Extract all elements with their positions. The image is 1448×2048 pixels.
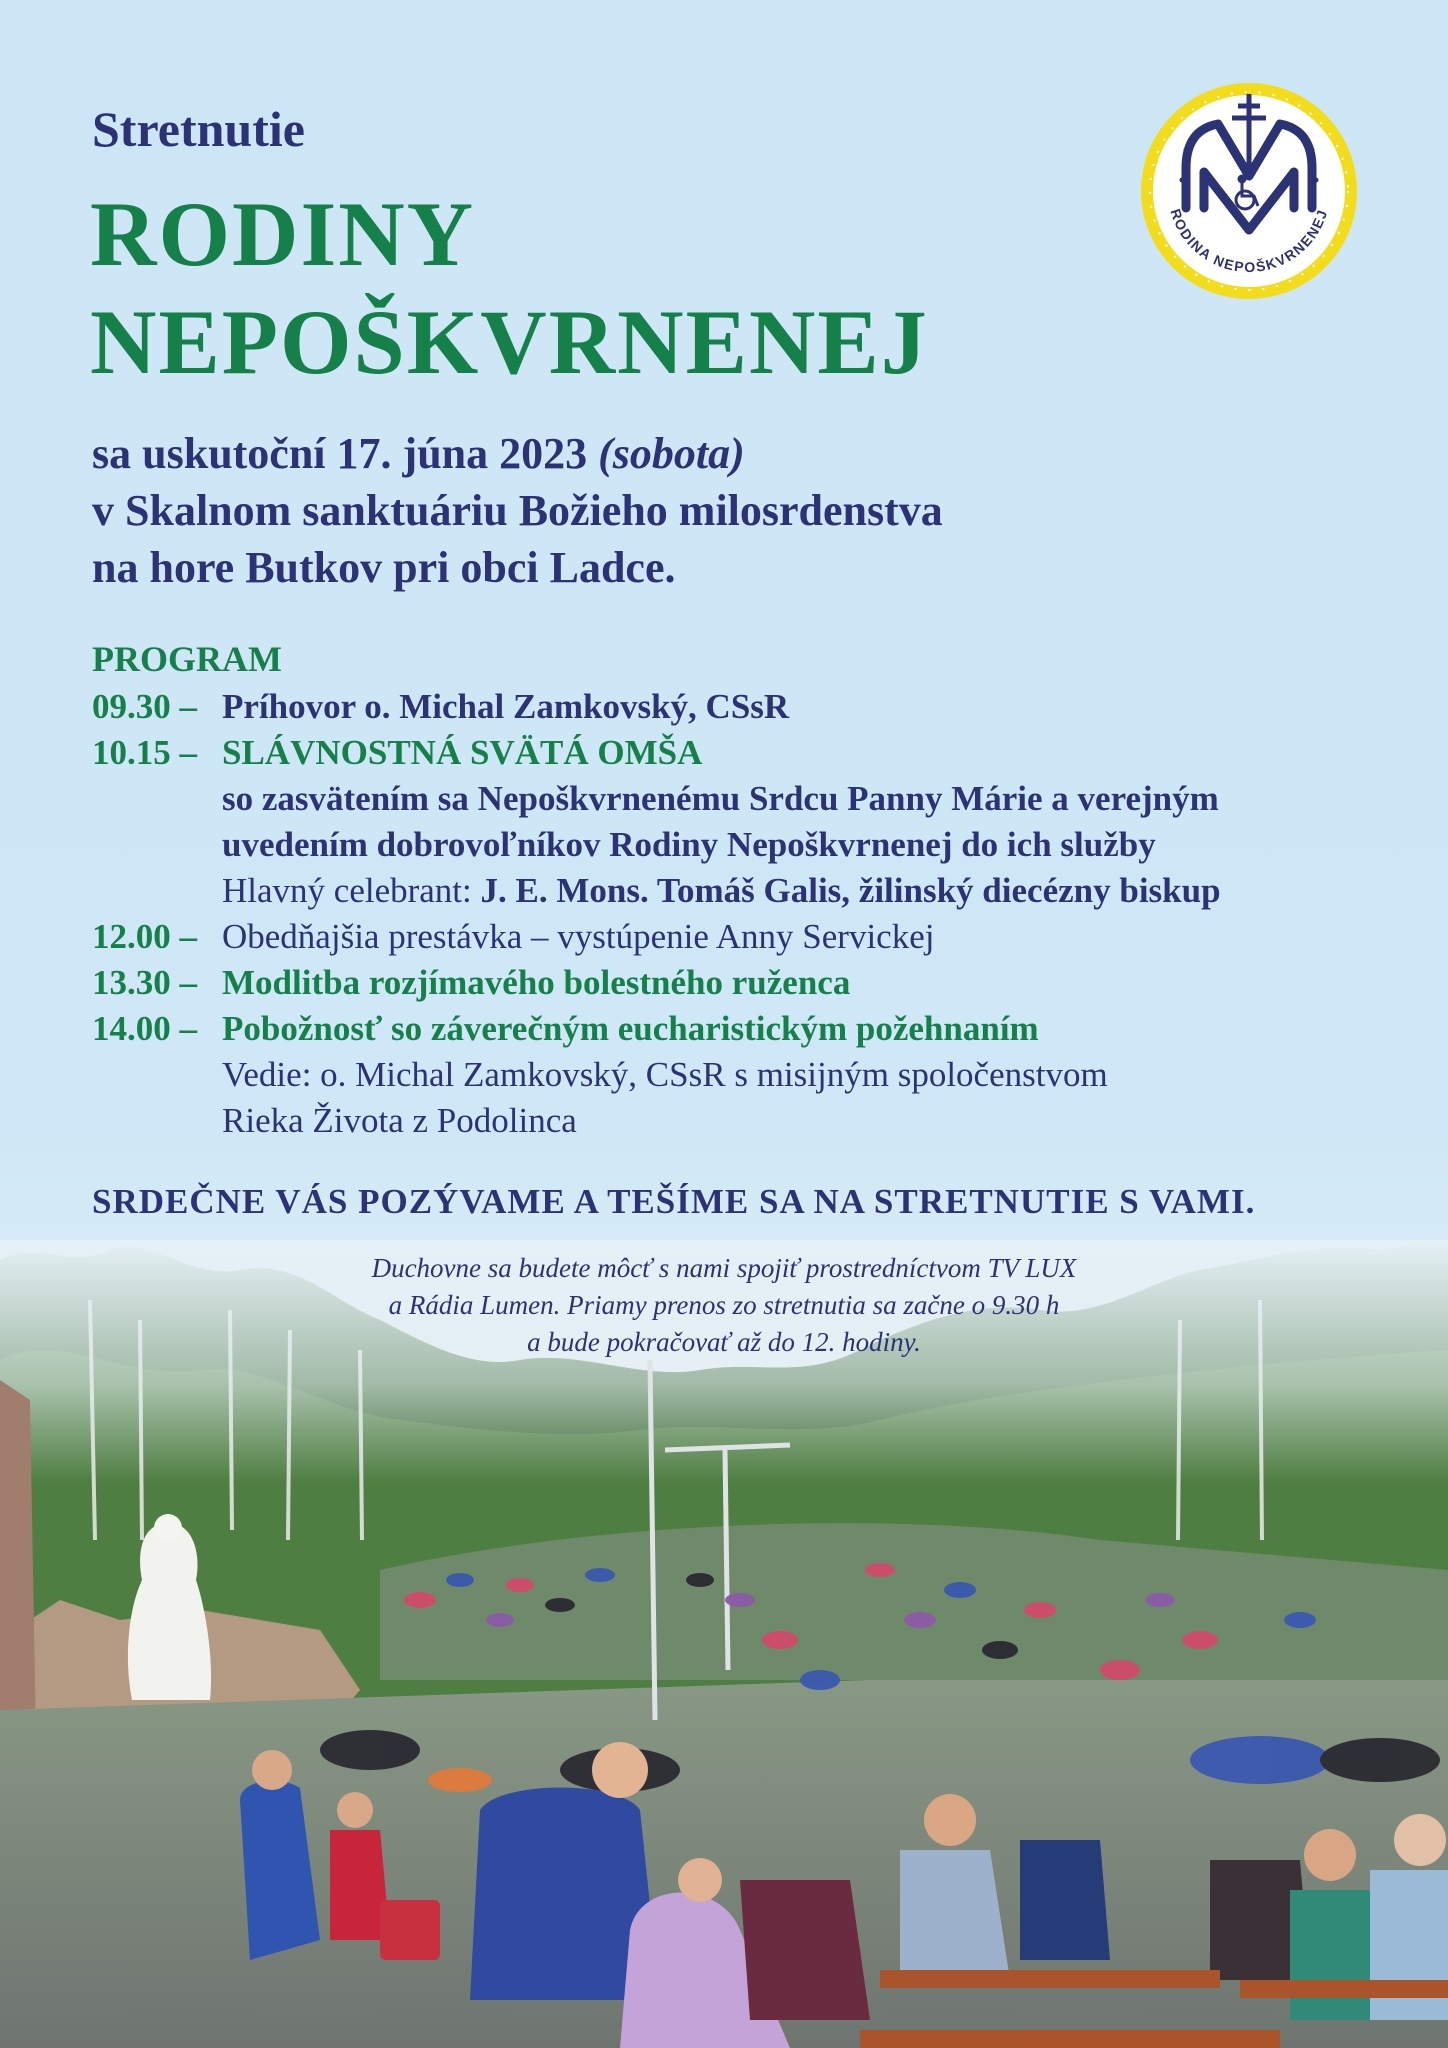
program-detail: Vedie: o. Michal Zamkovský, CSsR s misijným spoločenstvom: [222, 1055, 1108, 1094]
program-item: [92, 914, 1392, 960]
program-item: [92, 960, 1392, 1006]
event-when-where: [92, 425, 943, 596]
invitation: SRDEČNE VÁS POZÝVAME A TEŠÍME SA NA STRETNUTIE S VAMI.: [92, 1182, 1256, 1221]
program-time: 12.00 –: [92, 917, 197, 956]
event-date: sa uskutoční 17. júna 2023: [92, 429, 599, 478]
program-item: [92, 684, 1392, 730]
rodina-neposkvrnenej-logo: [1138, 80, 1360, 302]
event-location: na hore Butkov pri obci Ladce.: [92, 543, 676, 592]
program-detail: so zasvätením sa Nepoškvrnenému Srdcu Panny Márie a verejným: [222, 779, 1219, 818]
program-title: Modlitba rozjímavého bolestného ruženca: [222, 963, 851, 1002]
event-place: v Skalnom sanktuáriu Božieho milosrdenstva: [92, 486, 943, 535]
program-heading: PROGRAM: [92, 639, 282, 679]
program-item: [92, 730, 1392, 776]
event-day: (sobota): [598, 429, 745, 478]
program-title: Pobožnosť so záverečným eucharistickým požehnaním: [222, 1009, 1039, 1048]
program-item: [92, 1006, 1392, 1052]
event-photo: [0, 1240, 1448, 2048]
program-title: Príhovor o. Michal Zamkovský, CSsR: [222, 687, 790, 726]
program-time: 09.30 –: [92, 687, 197, 726]
program-title: SLÁVNOSTNÁ SVÄTÁ OMŠA: [222, 733, 703, 772]
program-detail: Rieka Života z Podolinca: [222, 1101, 577, 1140]
broadcast-note-line: a Rádia Lumen. Priamy prenos zo stretnutia sa začne o 9.30 h: [388, 1290, 1060, 1320]
program-title: Obedňajšia prestávka – vystúpenie Anny Servickej: [222, 917, 935, 956]
program-detail: uvedením dobrovoľníkov Rodiny Nepoškvrnenej do ich služby: [222, 825, 1156, 864]
broadcast-note: [0, 1250, 1448, 1361]
program-time: 10.15 –: [92, 733, 197, 772]
broadcast-note-line: a bude pokračovať až do 12. hodiny.: [527, 1327, 921, 1357]
event-title-line2: NEPOŠKVRNENEJ: [90, 291, 929, 393]
program-detail: [222, 868, 1392, 914]
logo-text: RODINA NEPOŠKVRNENEJ: [1167, 206, 1331, 276]
program-time: 13.30 –: [92, 963, 197, 1002]
event-title-line1: RODINY: [90, 183, 476, 285]
celebrant-name: J. E. Mons. Tomáš Galis, žilinský diecézny biskup: [480, 871, 1221, 910]
broadcast-note-line: Duchovne sa budete môcť s nami spojiť prostredníctvom TV LUX: [371, 1253, 1077, 1283]
program-time: 14.00 –: [92, 1009, 197, 1048]
event-subtitle: Stretnutie: [92, 101, 305, 157]
program: [92, 638, 1392, 1144]
event-title: [90, 180, 929, 396]
celebrant-label: Hlavný celebrant:: [222, 871, 481, 910]
